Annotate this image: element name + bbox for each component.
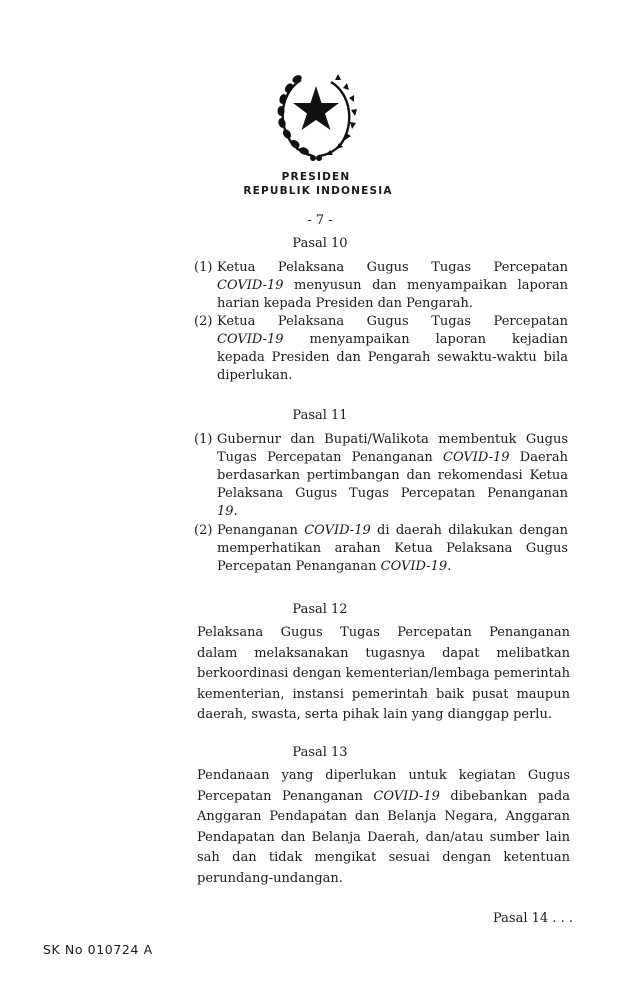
text-line: perundang-undangan.: [197, 870, 343, 886]
pasal-11-item-1: [194, 431, 568, 521]
text-line: memperhatikan arahan Ketua Pelaksana Gugus: [217, 541, 568, 556]
text-line: Pendapatan dan Belanja Daerah, dan/atau sumber lain: [197, 829, 570, 845]
pasal-10-item-2: [194, 313, 568, 385]
header-republic: REPUBLIK INDONESIA: [243, 185, 393, 197]
pasal-13-body: [197, 766, 570, 890]
text-line: berdasarkan pertimbangan dan rekomendasi Ketua: [217, 468, 568, 483]
header-president: PRESIDEN: [281, 171, 351, 183]
sk-number: SK No 010724 A: [43, 942, 153, 957]
text-line: Pelaksana Gugus Tugas Percepatan Penanganan: [217, 486, 568, 501]
item-number: (2): [194, 523, 213, 538]
pasal-11-title: Pasal 11: [292, 408, 348, 423]
item-number: (1): [194, 432, 213, 447]
page-number: - 7 -: [307, 213, 333, 228]
text-line: Gubernur dan Bupati/Walikota membentuk Gugus: [217, 432, 568, 447]
text-line: sah dan tidak mengikat sesuai dengan ketentuan: [197, 850, 570, 866]
text-line: Tugas Percepatan Penanganan COVID-19 Daerah: [217, 450, 568, 465]
text-line: diperlukan.: [217, 368, 293, 383]
text-line: kepada Presiden dan Pengarah sewaktu-waktu bila: [217, 350, 568, 365]
item-number: (2): [194, 314, 213, 329]
pasal-12-title: Pasal 12: [292, 602, 348, 617]
text-line: dalam melaksanakan tugasnya dapat melibatkan: [197, 645, 570, 661]
text-line: Anggaran Pendapatan dan Belanja Negara, Anggaran: [197, 809, 570, 825]
pasal-13-title: Pasal 13: [292, 745, 348, 760]
text-line: harian kepada Presiden dan Pengarah.: [217, 296, 473, 311]
text-line: daerah, swasta, serta pihak lain yang dianggap perlu.: [197, 707, 552, 723]
text-line: Pendanaan yang diperlukan untuk kegiatan Gugus: [197, 768, 570, 783]
pasal-10-item-1: [194, 259, 568, 313]
text-line: Penanganan COVID-19 di daerah dilakukan dengan: [217, 523, 568, 538]
text-line: COVID-19 menyampaikan laporan kejadian: [217, 332, 568, 347]
text-line: COVID-19 menyusun dan menyampaikan laporan: [217, 278, 568, 293]
text-line: Percepatan Penanganan COVID-19 dibebankan pada: [197, 788, 570, 804]
pasal-10-title: Pasal 10: [292, 236, 348, 251]
text-line: kementerian, instansi pemerintah baik pusat maupun: [197, 686, 570, 702]
garuda-star-emblem: [271, 66, 361, 162]
text-line: Pelaksana Gugus Tugas Percepatan Penanganan: [197, 625, 570, 640]
text-line: 19.: [217, 504, 238, 519]
text-line: Percepatan Penanganan COVID-19.: [217, 559, 452, 574]
item-number: (1): [194, 260, 213, 275]
pasal-11-item-2: [194, 522, 568, 576]
pasal-12-body: [197, 623, 570, 726]
text-line: Ketua Pelaksana Gugus Tugas Percepatan: [217, 314, 568, 329]
next-page-indicator: Pasal 14 . . .: [493, 911, 573, 926]
text-line: Ketua Pelaksana Gugus Tugas Percepatan: [217, 260, 568, 275]
text-line: berkoordinasi dengan kementerian/lembaga pemerintah: [197, 666, 570, 682]
